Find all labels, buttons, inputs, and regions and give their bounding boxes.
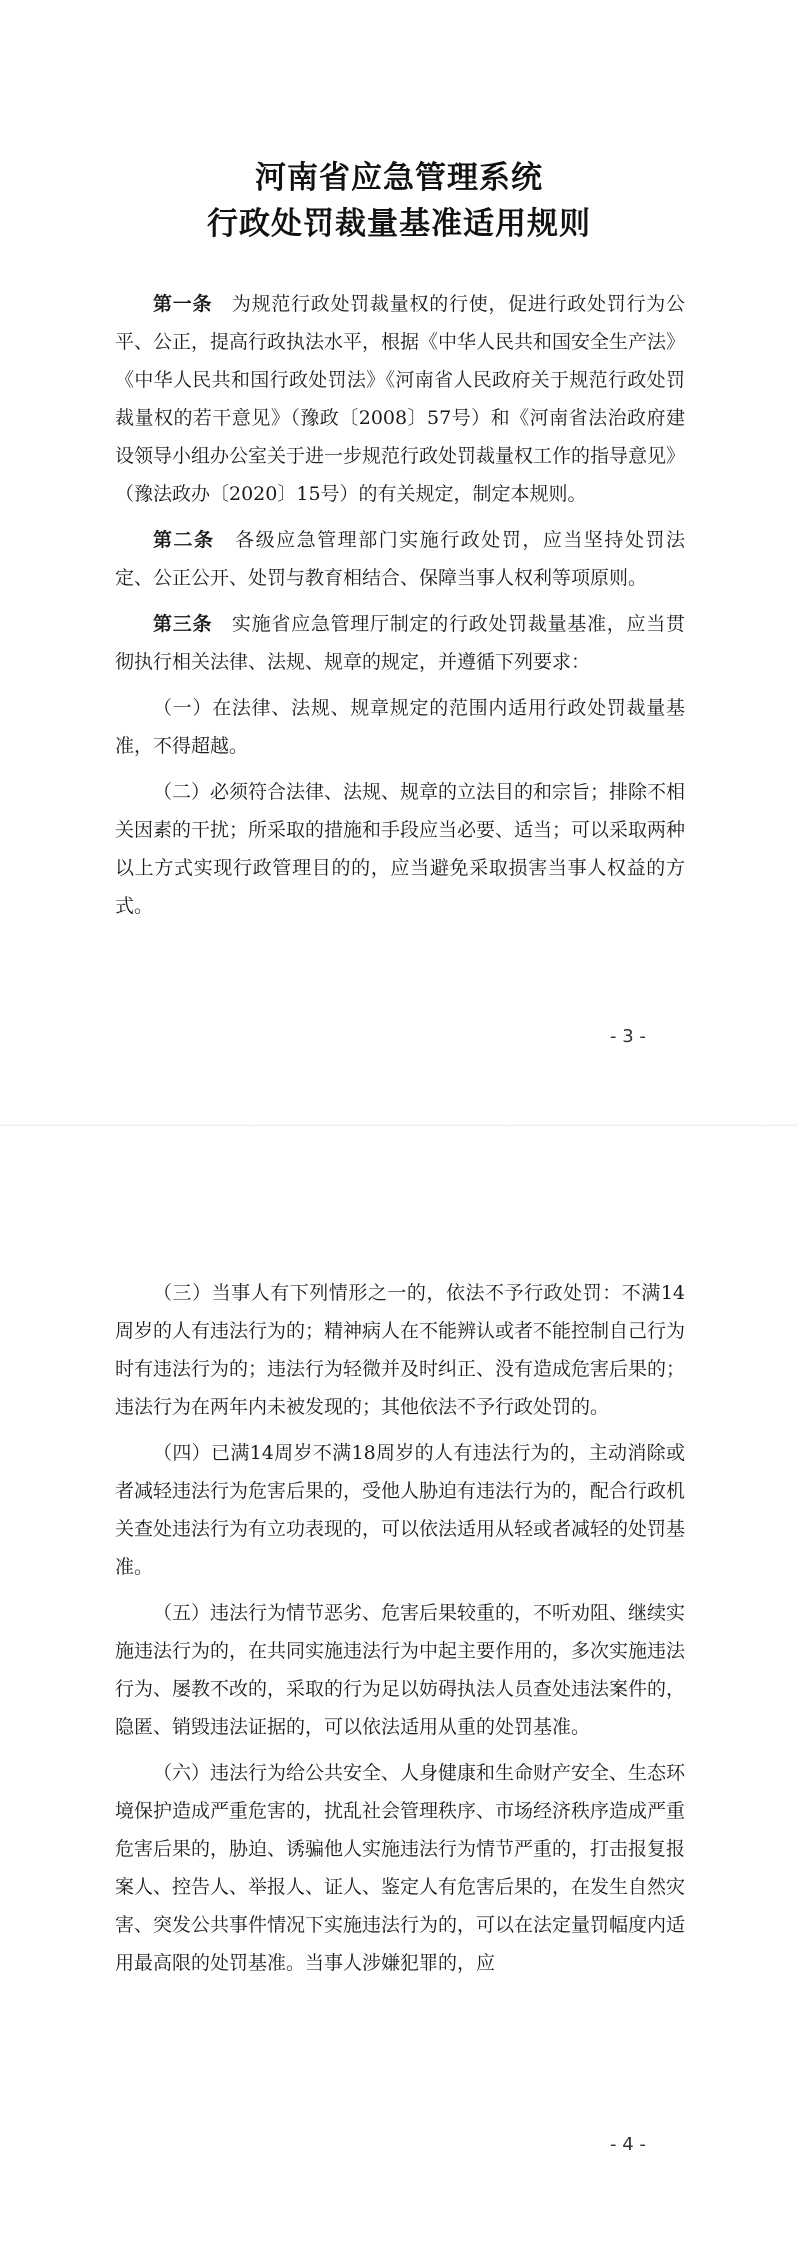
clause-4-text: （四）已满14周岁不满18周岁的人有违法行为的，主动消除或者减轻违法行为危害后果的，受他人胁迫有违法行为的，配合行政机关查处违法行为有立功表现的，可以依法适用从轻或者减轻的处罚基准。 [115, 1442, 686, 1578]
clause-6-paragraph [115, 1754, 685, 1982]
article-3-text: 实施省应急管理厅制定的行政处罚裁量基准，应当贯彻执行相关法律、法规、规章的规定，并遵循下列要求： [115, 613, 685, 673]
clause-5-paragraph [115, 1594, 685, 1746]
article-3-label: 第三条 [153, 613, 213, 635]
article-1-text: 为规范行政处罚裁量权的行使，促进行政处罚行为公平、公正，提高行政执法水平，根据《中华人民共和国安全生产法》《中华人民共和国行政处罚法》《河南省人民政府关于规范行政处罚裁量权的若干意见》（豫政〔2008〕57号）和《河南省法治政府建设领导小组办公室关于进一步规范行政处罚裁量权工作的指导意见》（豫法政办〔2020〕15号）的有关规定，制定本规则。 [115, 293, 686, 505]
document-title-line1: 河南省应急管理系统 [255, 160, 543, 196]
clause-3-text: （三）当事人有下列情形之一的，依法不予行政处罚：不满14周岁的人有违法行为的；精神病人在不能辨认或者不能控制自己行为时有违法行为的；违法行为轻微并及时纠正、没有造成危害后果的；违法行为在两年内未被发现的；其他依法不予行政处罚的。 [115, 1282, 686, 1418]
document-page-4 [0, 1126, 798, 2252]
page4-body [115, 1274, 685, 1990]
clause-2-paragraph [115, 773, 685, 925]
article-3-paragraph [115, 605, 685, 681]
article-2-text: 各级应急管理部门实施行政处罚，应当坚持处罚法定、公正公开、处罚与教育相结合、保障当事人权利等项原则。 [115, 529, 685, 589]
clause-1-text: （一）在法律、法规、规章规定的范围内适用行政处罚裁量基准，不得超越。 [115, 697, 685, 757]
page3-body [115, 285, 685, 933]
article-1-paragraph [115, 285, 685, 513]
clause-4-paragraph [115, 1434, 685, 1586]
clause-5-text: （五）违法行为情节恶劣、危害后果较重的，不听劝阻、继续实施违法行为的，在共同实施违法行为中起主要作用的，多次实施违法行为、屡教不改的，采取的行为足以妨碍执法人员查处违法案件的，隐匿、销毁违法证据的，可以依法适用从重的处罚基准。 [115, 1602, 686, 1738]
clause-6-text: （六）违法行为给公共安全、人身健康和生命财产安全、生态环境保护造成严重危害的，扰乱社会管理秩序、市场经济秩序造成严重危害后果的，胁迫、诱骗他人实施违法行为情节严重的，打击报复报案人、控告人、举报人、证人、鉴定人有危害后果的，在发生自然灾害、突发公共事件情况下实施违法行为的，可以在法定量罚幅度内适用最高限的处罚基准。当事人涉嫌犯罪的，应 [115, 1762, 686, 1974]
clause-3-paragraph [115, 1274, 685, 1426]
clause-2-text: （二）必须符合法律、法规、规章的立法目的和宗旨；排除不相关因素的干扰；所采取的措施和手段应当必要、适当；可以采取两种以上方式实现行政管理目的的，应当避免采取损害当事人权益的方式。 [115, 781, 686, 917]
clause-1-paragraph [115, 689, 685, 765]
page-number-3: - 3 - [610, 1026, 646, 1047]
article-2-label: 第二条 [153, 529, 215, 551]
page-number-4: - 4 - [610, 2134, 646, 2155]
article-1-label: 第一条 [153, 293, 213, 315]
document-title-line2: 行政处罚裁量基准适用规则 [207, 206, 591, 242]
article-2-paragraph [115, 521, 685, 597]
